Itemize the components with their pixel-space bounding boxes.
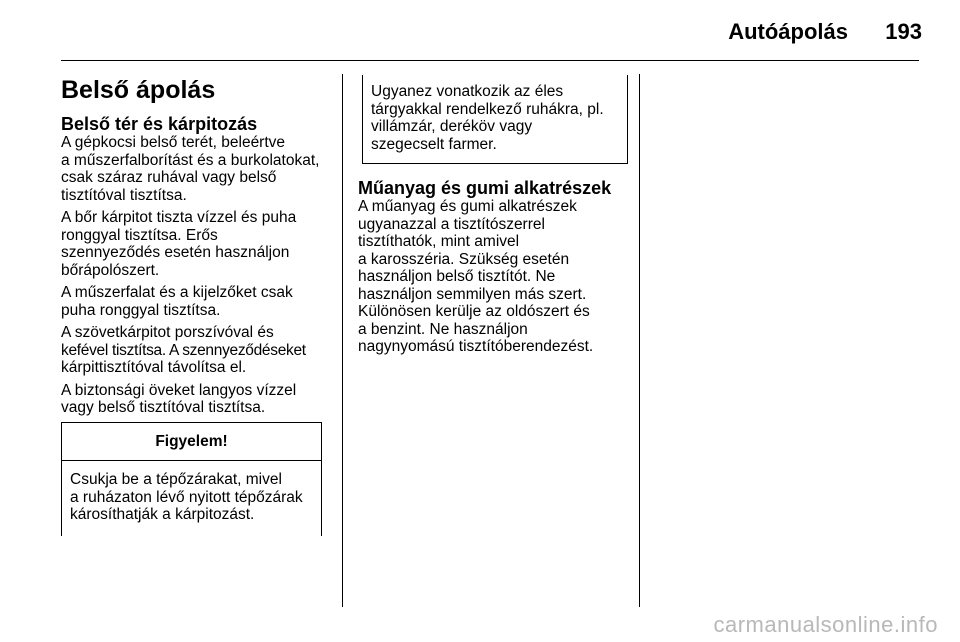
header-divider [61, 60, 919, 61]
text-line: tisztíthatók, mint amivel [358, 233, 520, 250]
text-line: csak száraz ruhával vagy belső [61, 169, 277, 186]
text-line: A szövetkárpitot porszívóval és [61, 324, 274, 341]
paragraph [61, 134, 327, 204]
text-line: A gépkocsi belső terét, beleértve [61, 134, 286, 151]
text-line: A műszerfalat és a kijelzőket csak [61, 284, 293, 301]
paragraph [61, 382, 327, 417]
text-line: a karosszéria. Szükség esetén [358, 250, 570, 268]
text-line: A bőr kárpitot tiszta vízzel és puha [61, 209, 297, 226]
paragraph [61, 324, 327, 377]
middle-column [358, 75, 624, 361]
subsection-heading: Belső tér és kárpitozás [61, 114, 258, 134]
column-divider-right [639, 74, 640, 607]
text-line: A biztonsági öveket langyos vízzel [61, 381, 297, 399]
text-line: bőrápolószert. [61, 261, 160, 279]
watermark: carmanualsonline.info [713, 612, 938, 637]
paragraph [61, 284, 327, 319]
text-line: ugyanazzal a tisztítószerrel [358, 215, 545, 233]
text-line: károsíthatják a kárpitozást. [70, 506, 255, 523]
text-line: használjon belső tisztítót. Ne [358, 268, 556, 285]
warning-text [62, 461, 321, 536]
left-column [61, 75, 327, 536]
paragraph [61, 209, 327, 279]
text-line: puha ronggyal tisztítsa. [61, 301, 221, 319]
paragraph [358, 198, 624, 356]
text-line: kárpittisztítóval távolítsa el. [61, 359, 247, 376]
text-line: Különösen kerülje az oldószert és [358, 303, 590, 320]
text-line: vagy belső tisztítóval tisztítsa. [61, 399, 266, 416]
text-line: ronggyal tisztítsa. Erős [61, 226, 218, 244]
subsection-heading: Műanyag és gumi alkatrészek [358, 178, 612, 198]
text-line: a benzint. Ne használjon [358, 320, 528, 338]
text-line: a ruházaton lévő nyitott tépőzárak [70, 488, 303, 506]
text-line: szegecselt farmer. [371, 135, 497, 153]
text-line: használjon semmilyen más szert. [358, 285, 587, 303]
text-line: Ugyanez vonatkozik az éles [371, 83, 564, 100]
page-number: 193 [885, 19, 922, 44]
warning-title: Figyelem! [62, 423, 321, 462]
text-line: szennyeződés esetén használjon [61, 244, 290, 261]
text-line: nagynyomású tisztítóberendezést. [358, 338, 594, 355]
warning-box [61, 422, 322, 536]
column-divider-left [342, 74, 343, 607]
text-line: tisztítóval tisztítsa. [61, 186, 187, 204]
text-line: kefével tisztítsa. A szennyeződéseket [61, 341, 306, 359]
text-line: Csukja be a tépőzárakat, mivel [70, 471, 282, 488]
text-line: tárgyakkal rendelkező ruhákra, pl. [371, 100, 604, 118]
text-line: a műszerfalborítást és a burkolatokat, [61, 151, 320, 169]
text-line: villámzár, deréköv vagy [371, 118, 533, 135]
section-title: Autóápolás [728, 19, 848, 44]
section-heading: Belső ápolás [61, 76, 216, 104]
text-line: A műanyag és gumi alkatrészek [358, 198, 577, 215]
warning-continuation-box [362, 75, 628, 164]
